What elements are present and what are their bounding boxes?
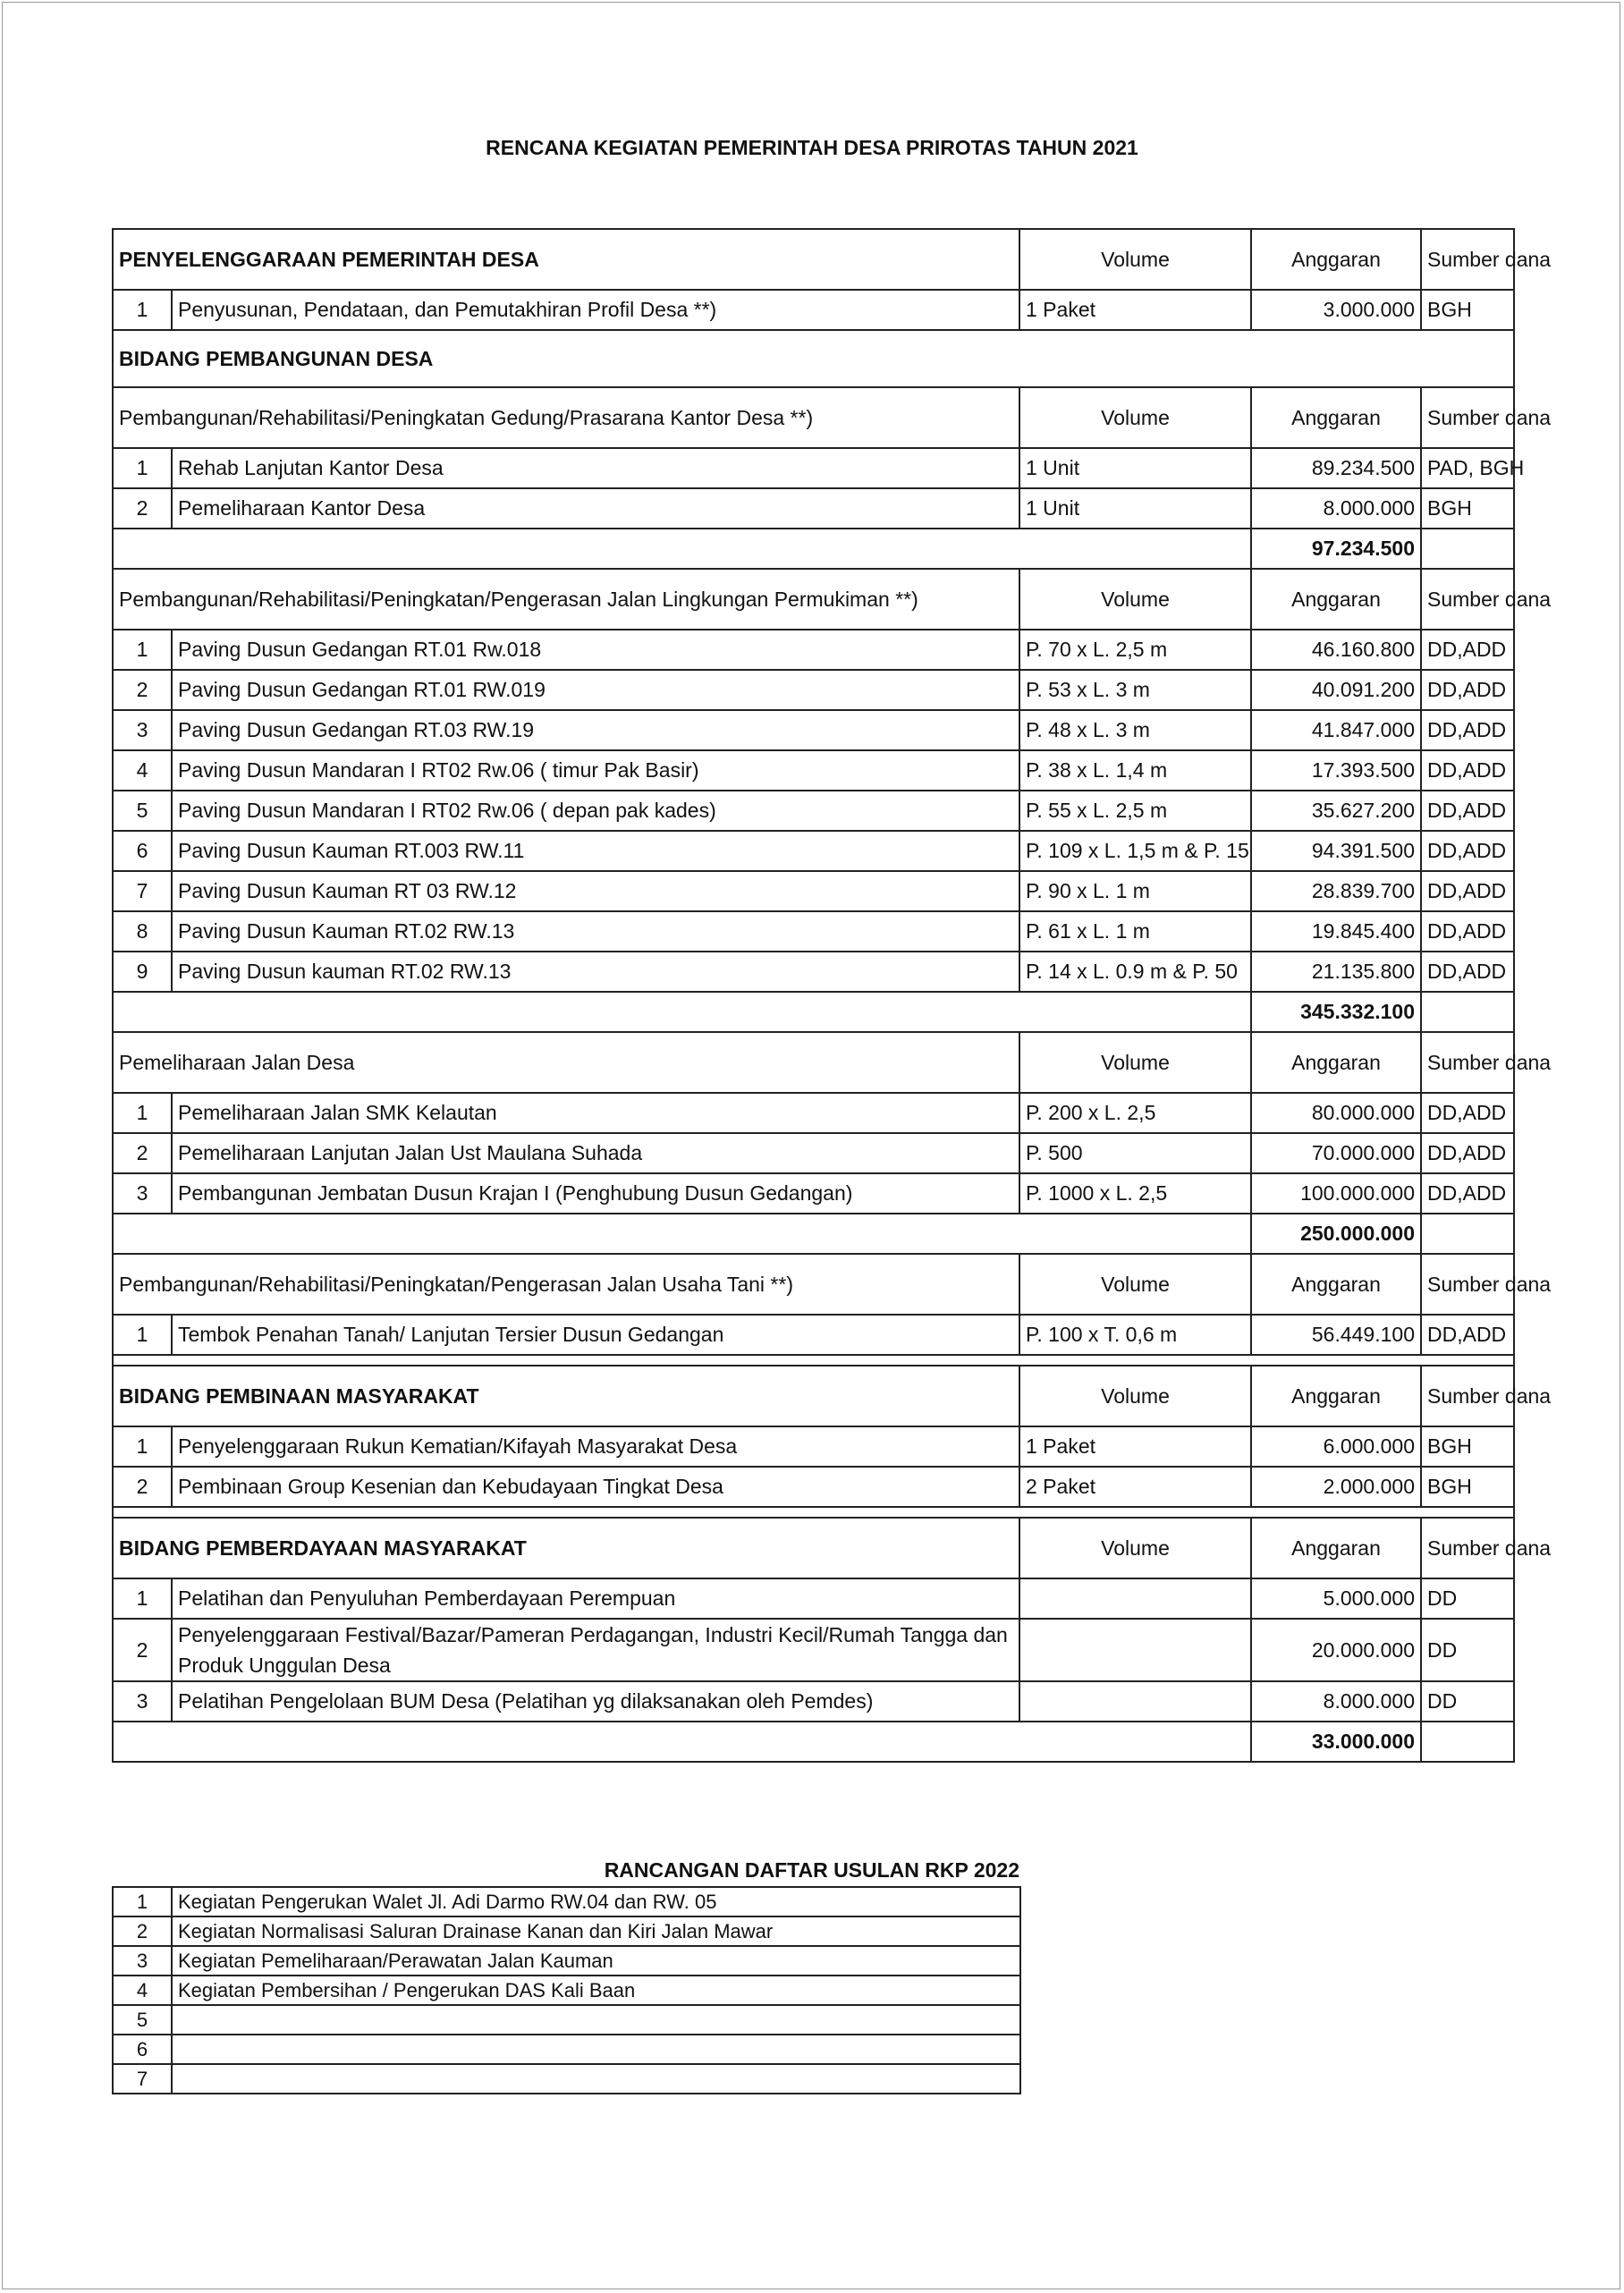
row-number: 5 <box>113 791 172 831</box>
total-row <box>113 1722 1514 1762</box>
volume-value: 1 Unit <box>1019 448 1251 488</box>
subsection-title: Pemeliharaan Jalan Desa <box>113 1032 1019 1093</box>
row-number: 7 <box>113 2064 172 2094</box>
table-row <box>113 710 1514 750</box>
total-spacer <box>113 529 1251 569</box>
row-number: 1 <box>113 1578 172 1619</box>
subsection-header <box>113 387 1514 448</box>
anggaran-value: 6.000.000 <box>1251 1426 1421 1467</box>
activity-name: Rehab Lanjutan Kantor Desa <box>172 448 1019 488</box>
anggaran-header: Anggaran <box>1251 1254 1421 1315</box>
table-row <box>113 1619 1514 1681</box>
table-row <box>113 2035 1020 2064</box>
table-row <box>113 448 1514 488</box>
volume-value: P. 200 x L. 2,5 <box>1019 1093 1251 1133</box>
volume-value: P. 53 x L. 3 m <box>1019 670 1251 710</box>
proposal-name: Kegiatan Pembersihan / Pengerukan DAS Kali Baan <box>172 1976 1020 2005</box>
anggaran-value: 46.160.800 <box>1251 630 1421 670</box>
subtotal-value: 250.000.000 <box>1251 1214 1421 1254</box>
volume-header: Volume <box>1019 569 1251 630</box>
total-row <box>113 992 1514 1032</box>
subtotal-value: 345.332.100 <box>1251 992 1421 1032</box>
activity-name: Penyelenggaraan Festival/Bazar/Pameran Perdagangan, Industri Kecil/Rumah Tangga dan Produk Unggulan Desa <box>172 1619 1019 1681</box>
anggaran-header: Anggaran <box>1251 1518 1421 1578</box>
rkp-title: RANCANGAN DAFTAR USULAN RKP 2022 <box>604 1858 1019 1882</box>
row-number: 1 <box>113 448 172 488</box>
proposal-name: Kegiatan Normalisasi Saluran Drainase Kanan dan Kiri Jalan Mawar <box>172 1916 1020 1946</box>
anggaran-header: Anggaran <box>1251 1366 1421 1426</box>
volume-value: 1 Paket <box>1019 290 1251 330</box>
row-number: 7 <box>113 871 172 911</box>
activity-name: Pembinaan Group Kesenian dan Kebudayaan Tingkat Desa <box>172 1467 1019 1507</box>
anggaran-header: Anggaran <box>1251 387 1421 448</box>
total-empty <box>1421 1214 1514 1254</box>
volume-value <box>1019 1619 1251 1681</box>
volume-value: P. 100 x T. 0,6 m <box>1019 1315 1251 1355</box>
volume-value <box>1019 1578 1251 1619</box>
volume-header: Volume <box>1019 229 1251 290</box>
sumber-value: DD,ADD <box>1421 1315 1514 1355</box>
volume-header: Volume <box>1019 1032 1251 1093</box>
section-header <box>113 1366 1514 1426</box>
sumber-value: BGH <box>1421 1426 1514 1467</box>
volume-value: P. 48 x L. 3 m <box>1019 710 1251 750</box>
row-number: 4 <box>113 1976 172 2005</box>
subsection-header <box>113 1254 1514 1315</box>
sumber-value: DD,ADD <box>1421 750 1514 791</box>
sumber-dana-header: Sumber dana <box>1421 387 1514 448</box>
table-row <box>113 911 1514 952</box>
anggaran-value: 70.000.000 <box>1251 1133 1421 1173</box>
total-spacer <box>113 992 1251 1032</box>
anggaran-value: 3.000.000 <box>1251 290 1421 330</box>
volume-header: Volume <box>1019 1366 1251 1426</box>
table-row <box>113 1976 1020 2005</box>
total-spacer <box>113 1214 1251 1254</box>
sumber-value: BGH <box>1421 1467 1514 1507</box>
row-number: 1 <box>113 630 172 670</box>
anggaran-value: 21.135.800 <box>1251 952 1421 992</box>
total-empty <box>1421 992 1514 1032</box>
sumber-dana-header: Sumber dana <box>1421 1254 1514 1315</box>
sumber-value: DD <box>1421 1619 1514 1681</box>
sumber-value: DD <box>1421 1681 1514 1722</box>
subtotal-value: 33.000.000 <box>1251 1722 1421 1762</box>
activity-name: Paving Dusun kauman RT.02 RW.13 <box>172 952 1019 992</box>
activity-name: Paving Dusun Gedangan RT.01 Rw.018 <box>172 630 1019 670</box>
table-row <box>113 952 1514 992</box>
section-title: BIDANG PEMBINAAN MASYARAKAT <box>113 1366 1019 1426</box>
sumber-value: DD,ADD <box>1421 670 1514 710</box>
table-row <box>113 1426 1514 1467</box>
volume-value: P. 61 x L. 1 m <box>1019 911 1251 952</box>
sumber-value: DD,ADD <box>1421 791 1514 831</box>
activity-name: Penyelenggaraan Rukun Kematian/Kifayah Masyarakat Desa <box>172 1426 1019 1467</box>
anggaran-value: 20.000.000 <box>1251 1619 1421 1681</box>
section-title: PENYELENGGARAAN PEMERINTAH DESA <box>113 229 1019 290</box>
table-row <box>113 1946 1020 1976</box>
volume-value: P. 109 x L. 1,5 m & P. 15 <box>1019 831 1251 871</box>
volume-value: 1 Paket <box>1019 1426 1251 1467</box>
sumber-value: PAD, BGH <box>1421 448 1514 488</box>
row-number: 2 <box>113 670 172 710</box>
activity-name: Pelatihan dan Penyuluhan Pemberdayaan Perempuan <box>172 1578 1019 1619</box>
table-row <box>113 2005 1020 2035</box>
total-row <box>113 1214 1514 1254</box>
proposal-name: Kegiatan Pengerukan Walet Jl. Adi Darmo RW.04 dan RW. 05 <box>172 1887 1020 1916</box>
activity-name: Paving Dusun Kauman RT.02 RW.13 <box>172 911 1019 952</box>
activity-name: Pelatihan Pengelolaan BUM Desa (Pelatihan yg dilaksanakan oleh Pemdes) <box>172 1681 1019 1722</box>
anggaran-value: 41.847.000 <box>1251 710 1421 750</box>
anggaran-value: 35.627.200 <box>1251 791 1421 831</box>
activity-name: Penyusunan, Pendataan, dan Pemutakhiran Profil Desa **) <box>172 290 1019 330</box>
proposal-name <box>172 2035 1020 2064</box>
volume-value: P. 1000 x L. 2,5 <box>1019 1173 1251 1214</box>
total-spacer <box>113 1722 1251 1762</box>
anggaran-value: 56.449.100 <box>1251 1315 1421 1355</box>
row-number: 1 <box>113 290 172 330</box>
volume-value: P. 70 x L. 2,5 m <box>1019 630 1251 670</box>
row-number: 2 <box>113 1916 172 1946</box>
activity-name: Pemeliharaan Jalan SMK Kelautan <box>172 1093 1019 1133</box>
table-row <box>113 2064 1020 2094</box>
table-row <box>113 1315 1514 1355</box>
table-row <box>113 488 1514 529</box>
row-number: 3 <box>113 1681 172 1722</box>
volume-header: Volume <box>1019 1254 1251 1315</box>
anggaran-header: Anggaran <box>1251 1032 1421 1093</box>
sumber-dana-header: Sumber dana <box>1421 1032 1514 1093</box>
table-row <box>113 750 1514 791</box>
anggaran-header: Anggaran <box>1251 229 1421 290</box>
table-row <box>113 1887 1020 1916</box>
sumber-value: DD,ADD <box>1421 952 1514 992</box>
subsection-header <box>113 569 1514 630</box>
row-number: 9 <box>113 952 172 992</box>
volume-value: P. 55 x L. 2,5 m <box>1019 791 1251 831</box>
activity-name: Paving Dusun Gedangan RT.03 RW.19 <box>172 710 1019 750</box>
anggaran-value: 100.000.000 <box>1251 1173 1421 1214</box>
anggaran-value: 17.393.500 <box>1251 750 1421 791</box>
activity-name: Paving Dusun Gedangan RT.01 RW.019 <box>172 670 1019 710</box>
sumber-dana-header: Sumber dana <box>1421 1518 1514 1578</box>
anggaran-value: 94.391.500 <box>1251 831 1421 871</box>
page-title: RENCANA KEGIATAN PEMERINTAH DESA PRIROTAS TAHUN 2021 <box>486 136 1138 159</box>
table-row <box>113 1133 1514 1173</box>
row-number: 2 <box>113 1467 172 1507</box>
sumber-value: DD,ADD <box>1421 831 1514 871</box>
sumber-value: DD,ADD <box>1421 871 1514 911</box>
subtotal-value: 97.234.500 <box>1251 529 1421 569</box>
row-number: 1 <box>113 1315 172 1355</box>
table-row <box>113 1467 1514 1507</box>
row-number: 6 <box>113 831 172 871</box>
table-row <box>113 1681 1514 1722</box>
table-row <box>113 1578 1514 1619</box>
anggaran-header: Anggaran <box>1251 569 1421 630</box>
row-number: 3 <box>113 710 172 750</box>
sumber-dana-header: Sumber dana <box>1421 229 1514 290</box>
volume-value: 2 Paket <box>1019 1467 1251 1507</box>
rkp-table <box>112 1886 1021 2094</box>
anggaran-value: 19.845.400 <box>1251 911 1421 952</box>
sumber-value: DD <box>1421 1578 1514 1619</box>
row-number: 5 <box>113 2005 172 2035</box>
table-row <box>113 791 1514 831</box>
sumber-value: DD,ADD <box>1421 1173 1514 1214</box>
table-row <box>113 1093 1514 1133</box>
sumber-value: DD,ADD <box>1421 911 1514 952</box>
table-row <box>113 1173 1514 1214</box>
subsection-header <box>113 1032 1514 1093</box>
table-row <box>113 630 1514 670</box>
row-number: 1 <box>113 1093 172 1133</box>
sumber-dana-header: Sumber dana <box>1421 569 1514 630</box>
row-number: 8 <box>113 911 172 952</box>
anggaran-value: 5.000.000 <box>1251 1578 1421 1619</box>
row-number: 6 <box>113 2035 172 2064</box>
section-header <box>113 1518 1514 1578</box>
row-number: 3 <box>113 1946 172 1976</box>
activity-name: Paving Dusun Mandaran I RT02 Rw.06 ( depan pak kades) <box>172 791 1019 831</box>
activity-name: Paving Dusun Kauman RT.003 RW.11 <box>172 831 1019 871</box>
table-row <box>113 1916 1020 1946</box>
sumber-dana-header: Sumber dana <box>1421 1366 1514 1426</box>
total-empty <box>1421 1722 1514 1762</box>
row-number: 2 <box>113 488 172 529</box>
row-number: 2 <box>113 1133 172 1173</box>
anggaran-value: 89.234.500 <box>1251 448 1421 488</box>
row-number: 4 <box>113 750 172 791</box>
section-gap <box>113 1355 1514 1366</box>
sumber-value: DD,ADD <box>1421 1133 1514 1173</box>
volume-value <box>1019 1681 1251 1722</box>
total-row <box>113 529 1514 569</box>
anggaran-value: 40.091.200 <box>1251 670 1421 710</box>
activity-table <box>112 228 1552 1763</box>
volume-value: P. 90 x L. 1 m <box>1019 871 1251 911</box>
activity-name: Pembangunan Jembatan Dusun Krajan I (Penghubung Dusun Gedangan) <box>172 1173 1019 1214</box>
section-gap <box>113 1507 1514 1518</box>
table-row <box>113 290 1514 330</box>
sumber-value: DD,ADD <box>1421 1093 1514 1133</box>
activity-name: Tembok Penahan Tanah/ Lanjutan Tersier Dusun Gedangan <box>172 1315 1019 1355</box>
row-number: 1 <box>113 1426 172 1467</box>
subsection-title: Pembangunan/Rehabilitasi/Peningkatan/Pengerasan Jalan Usaha Tani **) <box>113 1254 1019 1315</box>
activity-name: Pemeliharaan Lanjutan Jalan Ust Maulana Suhada <box>172 1133 1019 1173</box>
anggaran-value: 80.000.000 <box>1251 1093 1421 1133</box>
section-header <box>113 229 1514 290</box>
volume-header: Volume <box>1019 1518 1251 1578</box>
activity-name: Paving Dusun Kauman RT 03 RW.12 <box>172 871 1019 911</box>
anggaran-value: 2.000.000 <box>1251 1467 1421 1507</box>
subsection-title: Pembangunan/Rehabilitasi/Peningkatan Gedung/Prasarana Kantor Desa **) <box>113 387 1019 448</box>
anggaran-value: 8.000.000 <box>1251 1681 1421 1722</box>
sumber-value: BGH <box>1421 290 1514 330</box>
activity-name: Paving Dusun Mandaran I RT02 Rw.06 ( timur Pak Basir) <box>172 750 1019 791</box>
anggaran-value: 8.000.000 <box>1251 488 1421 529</box>
volume-value: P. 500 <box>1019 1133 1251 1173</box>
sumber-value: DD,ADD <box>1421 630 1514 670</box>
volume-value: P. 14 x L. 0.9 m & P. 50 <box>1019 952 1251 992</box>
proposal-name <box>172 2005 1020 2035</box>
volume-value: 1 Unit <box>1019 488 1251 529</box>
row-number: 1 <box>113 1887 172 1916</box>
anggaran-value: 28.839.700 <box>1251 871 1421 911</box>
row-number: 2 <box>113 1619 172 1681</box>
volume-header: Volume <box>1019 387 1251 448</box>
subsection-title: Pembangunan/Rehabilitasi/Peningkatan/Pengerasan Jalan Lingkungan Permukiman **) <box>113 569 1019 630</box>
table-row <box>113 670 1514 710</box>
table-row <box>113 831 1514 871</box>
section-title: BIDANG PEMBANGUNAN DESA <box>113 330 1514 387</box>
table-row <box>113 871 1514 911</box>
proposal-name: Kegiatan Pemeliharaan/Perawatan Jalan Kauman <box>172 1946 1020 1976</box>
row-number: 3 <box>113 1173 172 1214</box>
proposal-name <box>172 2064 1020 2094</box>
section-title: BIDANG PEMBERDAYAAN MASYARAKAT <box>113 1518 1019 1578</box>
volume-value: P. 38 x L. 1,4 m <box>1019 750 1251 791</box>
total-empty <box>1421 529 1514 569</box>
sumber-value: BGH <box>1421 488 1514 529</box>
activity-name: Pemeliharaan Kantor Desa <box>172 488 1019 529</box>
sumber-value: DD,ADD <box>1421 710 1514 750</box>
section-header <box>113 330 1514 387</box>
